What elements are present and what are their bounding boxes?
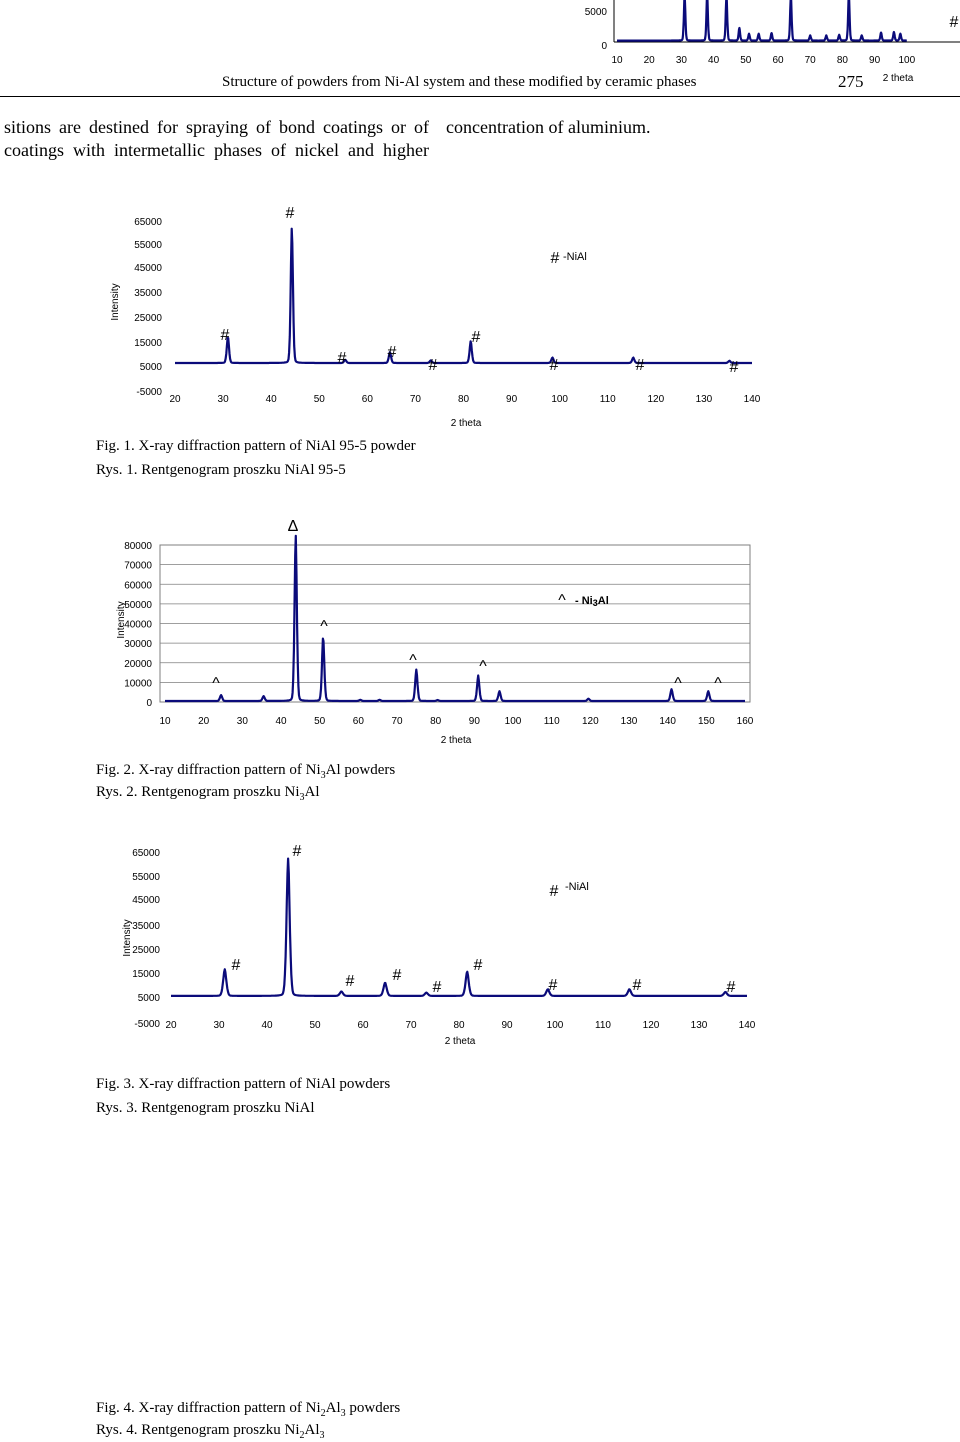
fig3-x-tick-label: 20 [165,1020,177,1031]
fig1-x-tick-label: 20 [169,394,181,405]
fig3-y-tick-label: -5000 [134,1019,160,1030]
fig1-y-axis-label: Intensity [110,283,121,321]
header-rule [0,96,960,97]
fig1-peak-marker: # [471,329,481,346]
fig2-x-tick-label: 160 [736,716,754,727]
fig1-x-tick-label: 70 [409,394,421,405]
fig4-caption-en [96,1400,400,1419]
fig4-caption-en-sub2: 3 [340,1408,346,1419]
fig2-y-tick-label: 70000 [124,560,152,572]
fig2-y-tick-label: 40000 [124,619,152,631]
fig2-y-tick-label: 80000 [124,541,152,552]
body-text-right: concentration of aluminium. [446,117,651,137]
fig2-peak-marker: ^ [714,675,722,692]
fig1-x-tick-label: 110 [599,394,616,405]
fig1-x-tick-label: 120 [647,394,665,405]
fig3-legend-marker: # [549,883,559,900]
fig4-caption-en-a: Fig. 4. X-ray diffraction pattern of Ni [96,1400,321,1416]
fig1-peak-marker: # [220,327,230,344]
fig2-top-marker: Δ [287,518,299,535]
fig2-caption-pl-b: Al [304,784,320,800]
fig3-caption-en: Fig. 3. X-ray diffraction pattern of NiAl powders [96,1076,391,1092]
top-x-tick-label: 30 [675,55,687,66]
top-x-tick-label: 70 [804,55,816,66]
fig1-peak-marker: # [729,359,739,376]
top-peak-marker: # [949,14,959,31]
fig1-caption-pl: Rys. 1. Rentgenogram proszku NiAl 95-5 [96,462,346,478]
body-text-left: sitions are destined for spraying of bond coatings or of coatings with intermetallic phases of nickel and higher [4,117,429,160]
fig2-x-tick-label: 40 [275,716,287,727]
fig2-caption-pl-a: Rys. 2. Rentgenogram proszku Ni [96,784,300,800]
top-x-axis-label: 2 theta [882,73,914,84]
fig1-x-tick-label: 140 [743,394,761,405]
fig3-x-tick-label: 30 [213,1020,225,1031]
fig2-x-tick-label: 50 [314,716,326,727]
fig2-peak-marker: ^ [212,675,220,692]
fig4-caption-en-b: Al [325,1400,341,1416]
fig1-y-tick-label: 45000 [134,263,162,274]
fig2-y-tick-label: 20000 [124,658,152,670]
fig3-peak-marker: # [231,957,241,974]
fig3-y-tick-label: 55000 [132,872,160,883]
fig1-y-tick-label: 65000 [134,217,162,228]
fig3-peak-marker: # [548,977,558,994]
fig4-caption-pl-sub2: 3 [319,1430,325,1441]
fig2-caption-en-b: Al powders [325,762,396,778]
fig1-peak-marker: # [387,344,397,361]
fig1-y-tick-label: 15000 [134,338,162,349]
fig2-x-tick-label: 120 [581,716,599,727]
fig3-x-tick-label: 70 [405,1020,417,1031]
fig1-x-tick-label: 130 [695,394,713,405]
fig3-x-tick-label: 110 [595,1020,611,1031]
top-x-tick-label: 80 [836,55,848,66]
top-x-tick-label: 40 [708,55,720,66]
fig2-x-tick-label: 60 [352,716,364,727]
fig2-legend-text-sub: 3 [592,598,598,608]
top-x-tick-label: 10 [611,55,623,66]
fig3-y-tick-label: 5000 [137,993,160,1004]
top-y-tick-label: 5000 [584,7,607,18]
fig3-peak-marker: # [726,979,736,996]
fig2-y-tick-label: 60000 [124,580,152,592]
fig4-caption-pl [96,1422,325,1441]
fig2-x-tick-label: 80 [430,716,442,727]
fig3-y-tick-label: 35000 [132,921,160,932]
fig3-peak-marker: # [345,973,355,990]
fig2-y-axis-label: Intensity [116,601,127,639]
fig3-x-tick-label: 60 [357,1020,369,1031]
fig4-caption-en-c: powders [345,1400,401,1416]
fig3-peak-marker: # [473,957,483,974]
fig2-x-tick-label: 100 [504,716,522,727]
fig2-y-tick-label: 10000 [124,678,152,690]
top-diffraction-trace [617,0,907,41]
fig2-x-axis-label: 2 theta [440,735,472,746]
fig2-caption-en [96,762,395,781]
fig1-x-tick-label: 50 [313,394,325,405]
fig3-y-tick-label: 25000 [132,945,160,956]
fig1-chart-svg [0,190,960,440]
fig1-y-tick-label: 55000 [134,240,162,251]
top-x-tick-label: 50 [740,55,752,66]
fig2-legend-text-a: - Ni [575,595,593,607]
fig1-legend-label: -NiAl [563,251,587,263]
fig3-peak-marker: # [432,979,442,996]
fig2-x-tick-label: 90 [468,716,480,727]
fig2-peak-marker: ^ [479,658,487,675]
fig1-x-tick-label: 40 [265,394,277,405]
fig3-y-tick-label: 45000 [132,895,160,906]
fig1-x-tick-label: 100 [551,394,569,405]
fig2-caption-en-sub: 3 [320,770,326,781]
fig2-peak-marker: ^ [409,652,417,669]
fig3-peak-marker: # [292,843,302,860]
fig2-peak-marker: ^ [320,618,328,635]
page-number: 275 [838,72,864,91]
fig2-chart-svg [0,505,960,755]
fig3-peak-marker: # [392,967,402,984]
fig2-legend-marker: ^ [558,592,566,609]
fig3-x-tick-label: 120 [642,1020,660,1031]
fig3-chart-svg [0,830,960,1060]
fig1-y-tick-label: 35000 [134,288,162,299]
top-x-tick-label: 60 [772,55,784,66]
fig3-y-axis-label: Intensity [122,919,133,957]
fig3-x-tick-label: 130 [690,1020,708,1031]
fig1-diffraction-trace [175,229,752,363]
fig1-x-tick-label: 60 [361,394,373,405]
fig3-x-tick-label: 40 [261,1020,273,1031]
fig2-diffraction-trace [165,536,745,701]
fig2-x-tick-label: 150 [697,716,715,727]
fig2-y-tick-label: 50000 [124,599,152,611]
fig2-caption-pl-sub: 3 [299,792,305,803]
fig1-peak-marker: # [428,357,438,374]
fig1-y-tick-label: 25000 [134,313,162,324]
fig3-x-axis-label: 2 theta [444,1036,476,1047]
fig2-x-tick-label: 10 [159,716,171,727]
fig3-x-tick-label: 140 [738,1020,756,1031]
fig1-peak-marker: # [635,357,645,374]
fig3-diffraction-trace [171,859,747,996]
fig2-x-tick-label: 70 [391,716,403,727]
fig3-x-tick-label: 100 [546,1020,564,1031]
top-x-tick-label: 20 [643,55,655,66]
fig1-y-tick-label: -5000 [136,387,162,398]
fig1-peak-marker: # [337,350,347,367]
fig1-legend-marker: # [550,250,560,267]
fig4-caption-en-sub1: 2 [320,1408,326,1419]
fig3-peak-marker: # [632,977,642,994]
fig2-peak-marker: ^ [674,675,682,692]
fig1-caption-en: Fig. 1. X-ray diffraction pattern of NiAl 95-5 powder [96,438,416,454]
top-x-tick-label: 100 [898,55,916,66]
fig4-caption-pl-b: Al [304,1422,320,1438]
fig2-x-tick-label: 130 [620,716,638,727]
fig1-x-axis-label: 2 theta [450,418,482,429]
fig2-legend-text-b: Al [597,595,609,607]
fig2-caption-en-a: Fig. 2. X-ray diffraction pattern of Ni [96,762,321,778]
fig2-y-tick-label: 30000 [124,639,152,651]
fig3-x-tick-label: 50 [309,1020,321,1031]
fig1-x-tick-label: 80 [457,394,470,405]
fig3-y-tick-label: 65000 [132,848,160,859]
top-x-tick-label: 90 [869,55,881,66]
fig3-legend-label: -NiAl [565,881,589,893]
fig3-caption-pl: Rys. 3. Rentgenogram proszku NiAl [96,1100,315,1116]
fig2-y-tick-label: 0 [146,698,152,709]
fig4-caption-pl-a: Rys. 4. Rentgenogram proszku Ni [96,1422,300,1438]
running-title: Structure of powders from Ni-Al system and these modified by ceramic phases [222,74,697,90]
fig2-x-tick-label: 110 [543,716,560,727]
fig1-peak-marker: # [549,357,559,374]
fig4-caption-pl-sub1: 2 [299,1430,305,1441]
fig3-x-tick-label: 90 [501,1020,513,1031]
fig2-x-tick-label: 20 [198,716,210,727]
fig1-x-tick-label: 30 [217,394,229,405]
fig2-x-tick-label: 30 [236,716,248,727]
fig1-x-tick-label: 90 [506,394,518,405]
fig2-x-tick-label: 140 [659,716,677,727]
top-y-tick-label: 0 [601,41,607,52]
fig1-peak-marker: # [285,205,295,222]
fig3-y-tick-label: 15000 [132,969,160,980]
fig2-legend-label [575,595,609,608]
fig2-caption-pl [96,784,320,803]
fig3-x-tick-label: 80 [453,1020,465,1031]
fig1-y-tick-label: 5000 [139,362,162,373]
